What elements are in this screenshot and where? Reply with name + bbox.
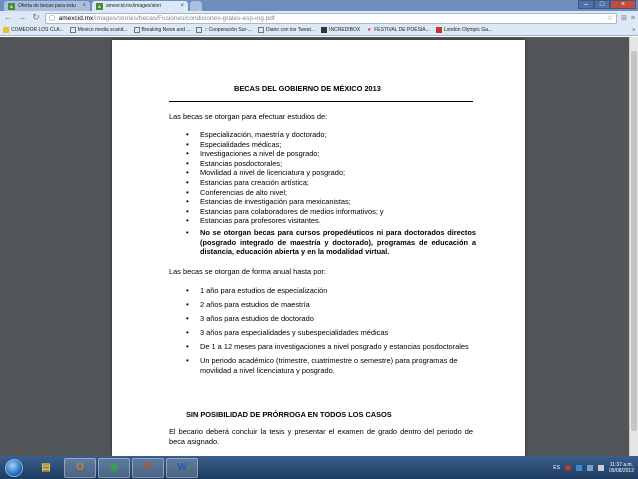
study-type-item: • Movilidad a nivel de licenciatura y posgrado;	[186, 168, 384, 178]
clock[interactable]	[609, 462, 634, 474]
tab-pdf[interactable]	[92, 1, 188, 11]
duration-item: • 2 años para estudios de maestría	[186, 300, 476, 310]
browser-toolbar	[0, 11, 638, 25]
pdf-page	[112, 40, 525, 456]
duration-intro-text: Las becas se otorgan de forma anual hasta por:	[169, 267, 326, 276]
duration-item: • 3 años para especialidades y subespecialidades médicas	[186, 328, 476, 338]
close-tab-icon[interactable]: ×	[180, 3, 184, 9]
reload-icon[interactable]: ↻	[32, 12, 40, 22]
intro-text: Las becas se otorgan para efectuar estudios de:	[169, 112, 328, 121]
outlook-icon[interactable]: O	[64, 458, 96, 478]
bookmarks-overflow-button[interactable]: »	[632, 27, 635, 33]
clock-date: 09/08/2012	[608, 467, 634, 474]
duration-item: • De 1 a 12 meses para investigaciones a nivel posgrado y estancias posdoctorales	[186, 342, 476, 352]
page-icon	[134, 27, 140, 33]
bookmark-item[interactable]: Mexico media scand...	[70, 27, 128, 33]
bookmark-item[interactable]: Diario con los Tweet...	[258, 27, 315, 33]
system-tray	[553, 462, 638, 474]
site-favicon-icon: A	[96, 3, 103, 10]
maximize-icon[interactable]: □	[594, 0, 610, 9]
bookmark-item[interactable]: COMEDOR LOS CLA...	[3, 27, 64, 33]
duration-item: • Un periodo académico (trimestre, cuatrimestre o semestre) para programas de movilidad a nivel licenciatura y posgrado.	[186, 356, 476, 375]
duration-item: • 1 año para estudios de especialización	[186, 286, 476, 296]
extension-icon[interactable]: ⊞	[621, 15, 627, 22]
wrench-menu-icon[interactable]: ≡	[630, 14, 635, 22]
bookmark-item[interactable]: INCREDIBOX	[321, 27, 360, 33]
forward-arrow-icon[interactable]: →	[17, 12, 27, 22]
window-controls	[578, 0, 636, 9]
tab-label: amexcid.mx/images/stori	[106, 3, 162, 9]
bookmark-star-icon[interactable]: ☆	[606, 15, 614, 22]
study-type-item: • Investigaciones a nivel de posgrado;	[186, 149, 384, 159]
start-button[interactable]	[0, 457, 28, 479]
study-type-item: • Estancias posdoctorales;	[186, 159, 384, 169]
back-arrow-icon[interactable]: ←	[3, 12, 13, 22]
tab-strip	[0, 0, 638, 11]
page-icon	[258, 27, 264, 33]
powerpoint-icon[interactable]: P	[132, 458, 164, 478]
chrome-icon[interactable]: ◉	[98, 458, 130, 478]
new-tab-button[interactable]	[190, 1, 202, 11]
page-icon	[70, 27, 76, 33]
study-type-item: • Estancias de investigación para mexicanistas;	[186, 197, 384, 207]
study-type-item: • Especialidades médicas;	[186, 140, 384, 150]
taskbar-apps	[28, 458, 198, 478]
word-icon[interactable]: W	[166, 458, 198, 478]
scrollbar[interactable]	[629, 37, 638, 456]
close-tab-icon[interactable]: ×	[82, 3, 86, 9]
url-path: /images/stories/becas/Fusiones/condiciones-grales-esp-ing.pdf	[93, 14, 275, 22]
warning-text: • No se otorgan becas para cursos propedéuticos ni para doctorados directos (posgrado integrado de maestría y doctorado), programas de educación a distancia, educación abierta y en la modalidad virtual.	[186, 228, 476, 257]
study-type-item: • Estancias para colaboradores de medios informativos; y	[186, 207, 384, 217]
tab-label: Oferta de becas para estu	[18, 3, 76, 9]
page-icon	[196, 27, 202, 33]
browser-chrome	[0, 0, 638, 36]
final-paragraph: El becario deberá concluir la tesis y presentar el examen de grado dentro del periodo de beca asignado.	[169, 427, 473, 446]
study-types-list	[186, 130, 384, 226]
study-type-item: • Estancias para creación artística;	[186, 178, 384, 188]
study-type-item: • Conferencias de alto nivel;	[186, 188, 384, 198]
page-icon: ▢	[49, 15, 56, 22]
minimize-icon[interactable]: –	[578, 0, 594, 9]
language-indicator[interactable]: ES	[553, 464, 560, 471]
volume-icon[interactable]	[598, 465, 604, 471]
bookmark-item[interactable]: :: Cooperación Sur-...	[196, 27, 252, 33]
study-type-item: • Especialización, maestría y doctorado;	[186, 130, 384, 140]
dropbox-icon[interactable]	[576, 465, 582, 471]
bookmark-item[interactable]: London Olympic Ga...	[436, 27, 492, 33]
title-divider	[169, 101, 473, 102]
scrollbar-thumb[interactable]	[631, 51, 637, 431]
network-icon[interactable]	[587, 465, 593, 471]
close-window-icon[interactable]: ×	[610, 0, 636, 9]
tab-becas[interactable]	[4, 1, 90, 11]
site-favicon-icon: A	[8, 3, 15, 10]
study-type-item: • Estancias para profesores visitantes.	[186, 216, 384, 226]
bookmark-item[interactable]: ★ FESTIVAL DE POESÍA...	[366, 27, 430, 33]
bookmarks-bar	[0, 25, 638, 36]
windows-explorer-icon[interactable]: ▤	[41, 462, 51, 473]
bookmark-item[interactable]: Breaking News and ...	[134, 27, 191, 33]
address-bar[interactable]	[45, 13, 617, 24]
clock-time: 11:37 a.m.	[609, 461, 634, 468]
antivirus-icon[interactable]	[565, 465, 571, 471]
taskbar	[0, 456, 638, 479]
calendar-icon	[3, 27, 9, 33]
url-host: amexcid.mx	[58, 14, 94, 22]
document-title: BECAS DEL GOBIERNO DE MÉXICO 2013	[234, 84, 381, 93]
windows-logo-icon	[5, 459, 23, 477]
app-icon	[321, 27, 327, 33]
durations-list	[186, 286, 476, 380]
star-icon: ★	[366, 27, 372, 33]
duration-item: • 3 años para estudios de doctorado	[186, 314, 476, 324]
flag-icon	[436, 27, 442, 33]
no-extension-heading: SIN POSIBILIDAD DE PRÓRROGA EN TODOS LOS CASOS	[186, 410, 392, 419]
